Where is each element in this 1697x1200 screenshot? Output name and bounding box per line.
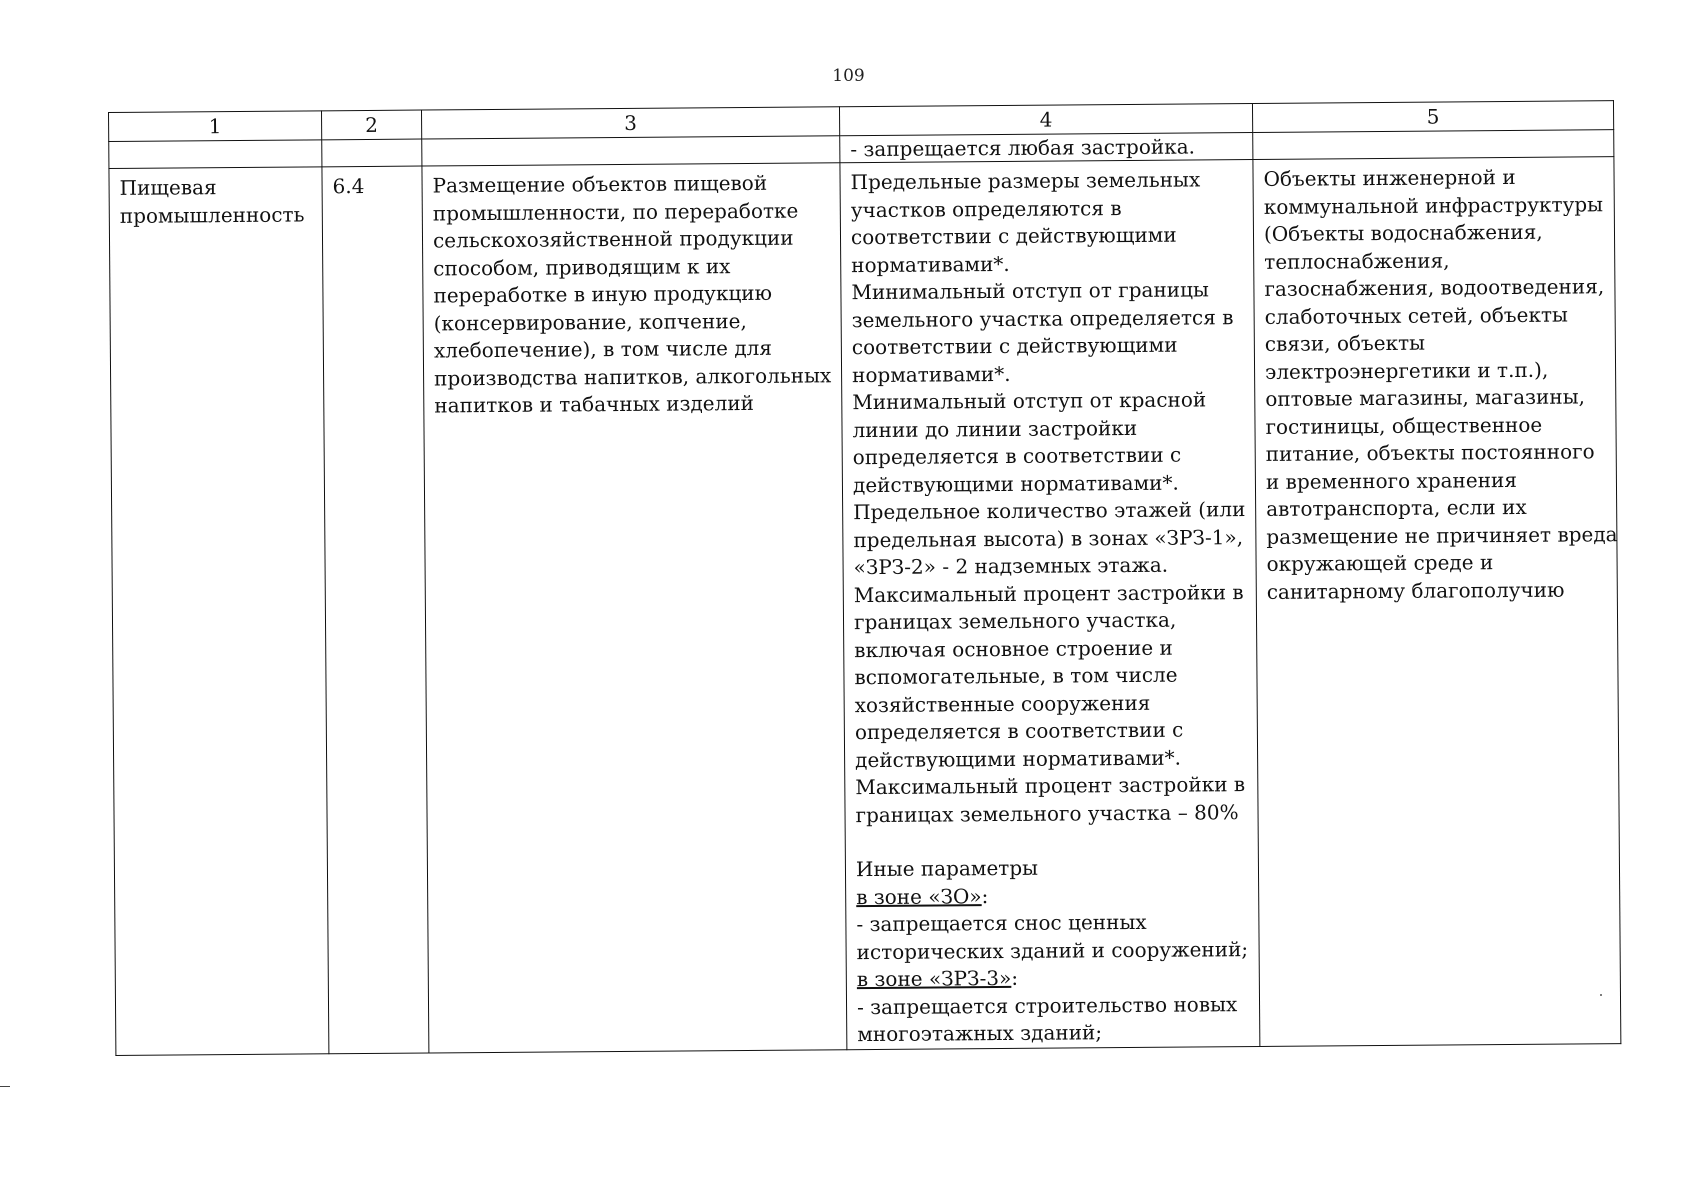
use-type-name-line: промышленность — [119, 201, 305, 228]
parameter-line: нормативами*. — [851, 361, 1011, 387]
parameter-line: нормативами*. — [851, 251, 1010, 277]
auxiliary-line: автотранспорта, если их — [1266, 494, 1527, 521]
continuation-cell-4: - запрещается любая застройка. — [840, 133, 1253, 163]
auxiliary-uses-cell — [1253, 157, 1621, 1047]
use-type-name-cell — [109, 167, 329, 1056]
auxiliary-line: санитарному благополучию — [1266, 577, 1565, 604]
column-header-4: 4 — [839, 104, 1252, 136]
zrz3-rule-line: - запрещается строительство новых — [856, 991, 1238, 1019]
use-type-name-line: Пищевая — [119, 175, 217, 200]
zone-zo-colon: : — [981, 883, 989, 908]
parameter-line: Максимальный процент застройки в — [855, 772, 1246, 800]
auxiliary-line: теплоснабжения, — [1264, 247, 1450, 274]
continuation-cell-5 — [1253, 130, 1614, 160]
parameter-line: границах земельного участка, — [853, 607, 1177, 635]
zo-rule-line: исторических зданий и сооружений; — [856, 936, 1249, 964]
auxiliary-line: коммунальной инфраструктуры — [1263, 191, 1604, 219]
parameter-line: вспомогательные, в том числе — [854, 662, 1178, 690]
parameter-line: земельного участка определяется в — [851, 304, 1234, 332]
zrz3-rule-line: многоэтажных зданий; — [857, 1020, 1103, 1047]
other-params-title: Иные параметры — [855, 855, 1039, 882]
land-use-regulations-table — [108, 100, 1621, 1056]
parameter-line: предельная высота) в зонах «ЗРЗ-1», — [853, 524, 1244, 552]
column-header-2: 2 — [321, 110, 421, 140]
parameter-line: границах земельного участка – 80% — [855, 799, 1239, 827]
description-line: Размещение объектов пищевой — [432, 170, 768, 198]
parameter-line: соответствии с действующими — [850, 222, 1177, 250]
zone-zrz3-heading — [857, 963, 1249, 994]
auxiliary-line: размещение не причиняет вреда — [1266, 521, 1618, 549]
zone-zo-label: в зоне «ЗО» — [856, 883, 982, 909]
description-line: напитков и табачных изделий — [434, 390, 755, 418]
parameter-line: «ЗРЗ-2» - 2 надземных этажа. — [853, 552, 1169, 580]
auxiliary-line: электроэнергетики и т.п.), — [1264, 357, 1549, 384]
use-type-code: 6.4 — [332, 173, 365, 199]
parameter-line: Предельные размеры земельных — [850, 167, 1201, 195]
description-line: сельскохозяйственной продукции — [432, 225, 794, 253]
auxiliary-line: питание, объекты постоянного — [1265, 439, 1595, 466]
page-number: 109 — [832, 66, 865, 86]
continuation-cell-1 — [109, 140, 322, 169]
margin-tick-mark — [0, 1086, 10, 1087]
auxiliary-line: и временного хранения — [1265, 467, 1518, 494]
regulations-table-wrapper — [108, 100, 1620, 1056]
parameter-line: Предельное количество этажей (или — [853, 497, 1246, 525]
parameter-line: действующими нормативами*. — [855, 745, 1182, 772]
column-header-5: 5 — [1252, 101, 1613, 133]
parameter-line: хозяйственные сооружения — [854, 690, 1151, 717]
parameter-line: действующими нормативами*. — [852, 470, 1179, 497]
auxiliary-line: окружающей среде и — [1266, 550, 1494, 576]
parameter-line: Минимальный отступ от границы — [851, 277, 1209, 305]
auxiliary-line: оптовые магазины, магазины, — [1265, 384, 1586, 411]
column-header-3: 3 — [421, 107, 839, 139]
zone-zrz3-colon: : — [1011, 965, 1019, 990]
description-line: промышленности, по переработке — [432, 198, 799, 225]
parameter-line: определяется в соответствии с — [854, 717, 1184, 745]
use-type-code-cell — [322, 166, 429, 1054]
parameters-cell — [840, 160, 1260, 1050]
auxiliary-line: связи, объекты — [1264, 330, 1426, 356]
auxiliary-line: гостиницы, общественное — [1265, 412, 1543, 439]
description-line: способом, приводящим к их — [433, 253, 731, 280]
parameter-line: включая основное строение и — [854, 635, 1173, 662]
parameter-line: определяется в соответствии с — [852, 442, 1182, 470]
table-row — [109, 157, 1621, 1056]
description-line: (консервирование, копчение, — [433, 308, 747, 335]
description-line: переработке в иную продукцию — [433, 280, 773, 308]
parameter-line: соответствии с действующими — [851, 332, 1178, 360]
column-header-1: 1 — [109, 111, 322, 142]
parameter-line: Максимальный процент застройки в — [853, 579, 1244, 607]
parameter-line: линии до линии застройки — [852, 415, 1138, 442]
scan-dust-speck — [1600, 994, 1602, 996]
parameter-line: Минимальный отступ от красной — [852, 387, 1207, 415]
use-type-description-cell — [422, 163, 847, 1053]
zone-zo-heading — [856, 881, 1248, 912]
auxiliary-line: (Объекты водоснабжения, — [1263, 219, 1543, 246]
continuation-cell-2 — [322, 139, 422, 167]
description-line: хлебопечение), в том числе для — [433, 335, 773, 363]
zone-zrz3-label: в зоне «ЗРЗ-3» — [856, 965, 1012, 992]
description-line: производства напитков, алкогольных — [434, 362, 832, 390]
paragraph-gap — [856, 826, 1248, 856]
zo-rule-line: - запрещается снос ценных — [856, 909, 1147, 937]
continuation-cell-3 — [422, 136, 840, 166]
auxiliary-line: газоснабжения, водоотведения, — [1264, 274, 1605, 301]
parameter-line: участков определяются в — [850, 195, 1122, 222]
auxiliary-line: Объекты инженерной и — [1263, 164, 1516, 191]
auxiliary-line: слаботочных сетей, объекты — [1264, 302, 1568, 329]
